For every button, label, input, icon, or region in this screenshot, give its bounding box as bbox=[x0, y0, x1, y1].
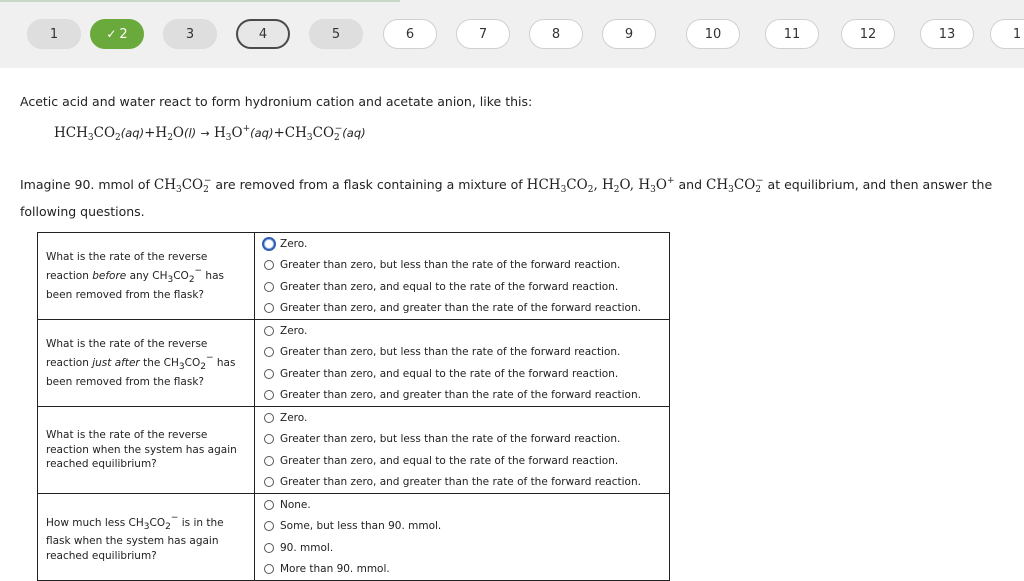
answer-option[interactable] bbox=[255, 320, 669, 342]
step-number: 4 bbox=[258, 26, 268, 42]
question-step-8-button[interactable] bbox=[529, 19, 583, 49]
step-number: 12 bbox=[859, 26, 877, 42]
options-cell bbox=[255, 407, 670, 494]
question-step-12-button[interactable] bbox=[841, 19, 895, 49]
scenario-prompt: Imagine 90. mmol of $CH_3CO_2^-$ are removed from a flask containing a mixture of $HCH_3CO_2$, $H_2O$, $H_3O^+$ and $CH_3CO_2^-$ at equilibrium, and then answer the following questions. bbox=[20, 176, 993, 219]
radio-button[interactable] bbox=[264, 260, 274, 270]
step-number: 1 bbox=[49, 26, 59, 42]
question-text: How much less $CH_3CO_2^-$ is in the flask when the system has again reached equilibrium? bbox=[38, 494, 255, 581]
option-label: Zero. bbox=[280, 237, 308, 250]
options-cell bbox=[255, 233, 670, 320]
answer-option[interactable] bbox=[255, 537, 669, 559]
step-number: 13 bbox=[938, 26, 956, 42]
intro-text: Acetic acid and water react to form hydronium cation and acetate anion, like this: bbox=[20, 94, 533, 109]
radio-button[interactable] bbox=[264, 477, 274, 487]
radio-button[interactable] bbox=[264, 282, 274, 292]
radio-button[interactable] bbox=[264, 543, 274, 553]
option-label: Zero. bbox=[280, 324, 308, 337]
option-label: Zero. bbox=[280, 411, 308, 424]
radio-button[interactable] bbox=[264, 564, 274, 574]
answer-option[interactable] bbox=[255, 516, 669, 538]
radio-button[interactable] bbox=[264, 347, 274, 357]
question-step-3-button[interactable] bbox=[163, 19, 217, 49]
radio-button[interactable] bbox=[262, 237, 276, 251]
question-step-4-button[interactable] bbox=[236, 19, 290, 49]
answer-option[interactable] bbox=[255, 233, 669, 255]
answer-option[interactable] bbox=[255, 559, 669, 581]
option-label: Some, but less than 90. mmol. bbox=[280, 520, 442, 533]
step-number: 9 bbox=[624, 26, 634, 42]
answer-option[interactable] bbox=[255, 450, 669, 472]
answer-option[interactable] bbox=[255, 472, 669, 494]
question-table bbox=[37, 232, 670, 581]
option-label: Greater than zero, and greater than the rate of the forward reaction. bbox=[280, 476, 641, 489]
option-label: Greater than zero, and greater than the rate of the forward reaction. bbox=[280, 302, 641, 315]
question-step-1-button[interactable] bbox=[27, 19, 81, 49]
radio-button[interactable] bbox=[264, 326, 274, 336]
radio-button[interactable] bbox=[264, 303, 274, 313]
answer-option[interactable] bbox=[255, 385, 669, 407]
step-number: 7 bbox=[478, 26, 488, 42]
options-cell bbox=[255, 494, 670, 581]
question-step-5-button[interactable] bbox=[309, 19, 363, 49]
option-label: Greater than zero, but less than the rate of the forward reaction. bbox=[280, 433, 621, 446]
answer-option[interactable] bbox=[255, 342, 669, 364]
radio-button[interactable] bbox=[264, 456, 274, 466]
question-text: What is the rate of the reverse reaction just after the $CH_3CO_2^-$ has been removed from the flask? bbox=[38, 320, 255, 407]
radio-button[interactable] bbox=[264, 434, 274, 444]
answer-option[interactable] bbox=[255, 276, 669, 298]
step-number: 5 bbox=[331, 26, 341, 42]
answer-option[interactable] bbox=[255, 363, 669, 385]
question-row bbox=[38, 320, 670, 407]
step-number: 3 bbox=[185, 26, 195, 42]
step-number: 6 bbox=[405, 26, 415, 42]
option-label: Greater than zero, and equal to the rate of the forward reaction. bbox=[280, 454, 619, 467]
question-step-11-button[interactable] bbox=[765, 19, 819, 49]
radio-button[interactable] bbox=[264, 390, 274, 400]
question-step-6-button[interactable] bbox=[383, 19, 437, 49]
radio-button[interactable] bbox=[264, 500, 274, 510]
check-icon: ✓ bbox=[106, 27, 117, 41]
step-number: 10 bbox=[704, 26, 722, 42]
answer-option[interactable] bbox=[255, 429, 669, 451]
answer-option[interactable] bbox=[255, 255, 669, 277]
step-number: 8 bbox=[551, 26, 561, 42]
option-label: Greater than zero, and equal to the rate of the forward reaction. bbox=[280, 367, 619, 380]
option-label: 90. mmol. bbox=[280, 541, 334, 554]
question-step-7-button[interactable] bbox=[456, 19, 510, 49]
step-number: 1 bbox=[1012, 26, 1022, 42]
question-row bbox=[38, 407, 670, 494]
step-number: 11 bbox=[783, 26, 801, 42]
question-text: What is the rate of the reverse reaction before any $CH_3CO_2^-$ has been removed from the flask? bbox=[38, 233, 255, 320]
question-nav-bar bbox=[0, 0, 1024, 68]
option-label: More than 90. mmol. bbox=[280, 563, 390, 576]
step-number: 2 bbox=[119, 26, 128, 42]
reaction-equation: $HCH_3CO_2(aq)+H_2O(l) \to H_3O^+(aq)+CH_3CO_2^-(aq)$ bbox=[54, 124, 366, 143]
question-step-2-button[interactable] bbox=[90, 19, 144, 49]
options-cell bbox=[255, 320, 670, 407]
question-step-10-button[interactable] bbox=[686, 19, 740, 49]
option-label: None. bbox=[280, 498, 311, 511]
answer-option[interactable] bbox=[255, 407, 669, 429]
question-text: What is the rate of the reverse reaction when the system has again reached equilibrium? bbox=[38, 407, 255, 494]
radio-button[interactable] bbox=[264, 521, 274, 531]
progress-line bbox=[0, 0, 1024, 2]
radio-button[interactable] bbox=[264, 369, 274, 379]
question-row bbox=[38, 233, 670, 320]
answer-option[interactable] bbox=[255, 298, 669, 320]
option-label: Greater than zero, but less than the rate of the forward reaction. bbox=[280, 259, 621, 272]
question-step-14-button[interactable] bbox=[990, 19, 1024, 49]
question-row bbox=[38, 494, 670, 581]
option-label: Greater than zero, and greater than the rate of the forward reaction. bbox=[280, 389, 641, 402]
radio-button[interactable] bbox=[264, 413, 274, 423]
question-step-13-button[interactable] bbox=[920, 19, 974, 49]
question-step-9-button[interactable] bbox=[602, 19, 656, 49]
option-label: Greater than zero, but less than the rate of the forward reaction. bbox=[280, 346, 621, 359]
option-label: Greater than zero, and equal to the rate of the forward reaction. bbox=[280, 280, 619, 293]
answer-option[interactable] bbox=[255, 494, 669, 516]
